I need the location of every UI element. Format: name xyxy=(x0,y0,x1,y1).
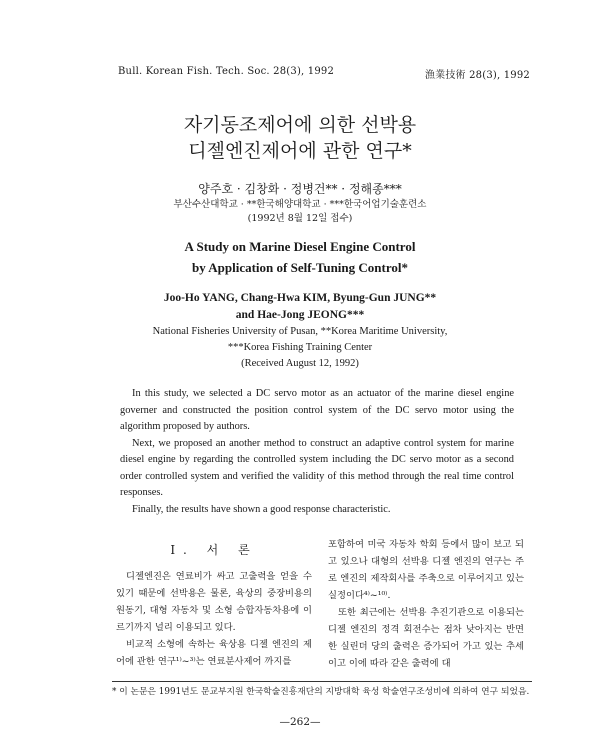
section-heading-introduction: I. 서 론 xyxy=(170,543,258,557)
abstract-paragraph-1: In this study, we selected a DC servo motor as an actuator of the marine diesel engine governer and constructed the position control system of the DC servo motor using the algorithm proposed by authors. xyxy=(120,388,514,432)
korean-title-line2: 디젤엔진제어에 관한 연구* xyxy=(188,140,412,162)
footnote-divider xyxy=(112,681,532,682)
footnote-marker: * xyxy=(112,687,117,697)
body-column-right xyxy=(328,536,524,672)
english-title-line2: by Application of Self-Tuning Control* xyxy=(192,260,408,275)
korean-authors: 양주호 · 김창화 · 정병건** · 정해종*** xyxy=(198,182,402,196)
korean-received-date: (1992년 8월 12일 접수) xyxy=(247,213,353,224)
abstract-paragraph-2: Next, we proposed an another method to construct an adaptive control system for marine diesel engine by regarding the controlled system including the DC servo motor as a second order controlled system and verified the validity of this method through the real time control responses. xyxy=(120,437,514,498)
english-authors-line1: Joo-Ho YANG, Chang-Hwa KIM, Byung-Gun JUNG** xyxy=(163,292,437,304)
abstract-paragraph-3: Finally, the results have shown a good response characteristic. xyxy=(132,503,391,515)
intro-paragraph-3: 또한 최근에는 선박용 추진기관으로 이용되는 디젤 엔진의 정격 회전수는 점차 낮아지는 반면 한 실린더 당의 출력은 증가되어 가고 있는 추세이고 이에 따라 같은 출력에 대 xyxy=(328,607,524,669)
korean-affiliations: 부산수산대학교 · **한국해양대학교 · ***한국어업기술훈련소 xyxy=(173,199,427,210)
footnote-text: 이 논문은 1991년도 문교부지원 한국학술진흥재단의 지방대학 육성 학술연구조성비에 의하여 연구 되었음. xyxy=(119,687,530,697)
intro-paragraph-2: 비교적 소형에 속하는 육상용 디젤 엔진의 제어에 관한 연구¹⁾~³⁾는 연료분사제어 까지를 xyxy=(116,639,312,667)
abstract xyxy=(120,386,514,518)
page-number: —262— xyxy=(279,716,321,728)
english-affiliation-line2: ***Korea Fishing Training Center xyxy=(227,342,373,353)
intro-paragraph-1: 디젤엔진은 연료비가 싸고 고출력을 얻을 수 있기 때문에 선박용은 물론, 육상의 중장비용의 원동기, 대형 자동차 및 소형 승합자동차용에 이르기까지 널리 이용되고 있다. xyxy=(116,571,312,633)
intro-paragraph-2-continued: 포함하여 미국 자동차 학회 등에서 많이 보고 되고 있으나 대형의 선박용 디젤 엔진의 연구는 주로 엔진의 제작회사를 주축으로 이루어지고 있는 실정이다⁴⁾~¹⁰⁾. xyxy=(328,539,524,601)
english-title-line1: A Study on Marine Diesel Engine Control xyxy=(184,239,416,254)
korean-title-line1: 자기동조제어에 의한 선박용 xyxy=(183,114,417,136)
journal-header-english: Bull. Korean Fish. Tech. Soc. 28(3), 1992 xyxy=(118,66,335,77)
journal-header-korean: 漁業技術 28(3), 1992 xyxy=(424,70,530,81)
english-affiliation-line1: National Fisheries University of Pusan, **Korea Maritime University, xyxy=(152,326,448,337)
body-column-left xyxy=(116,536,312,670)
english-authors-line2: and Hae-Jong JEONG*** xyxy=(235,309,365,321)
english-received-date: (Received August 12, 1992) xyxy=(241,358,359,369)
footnote xyxy=(112,685,532,700)
